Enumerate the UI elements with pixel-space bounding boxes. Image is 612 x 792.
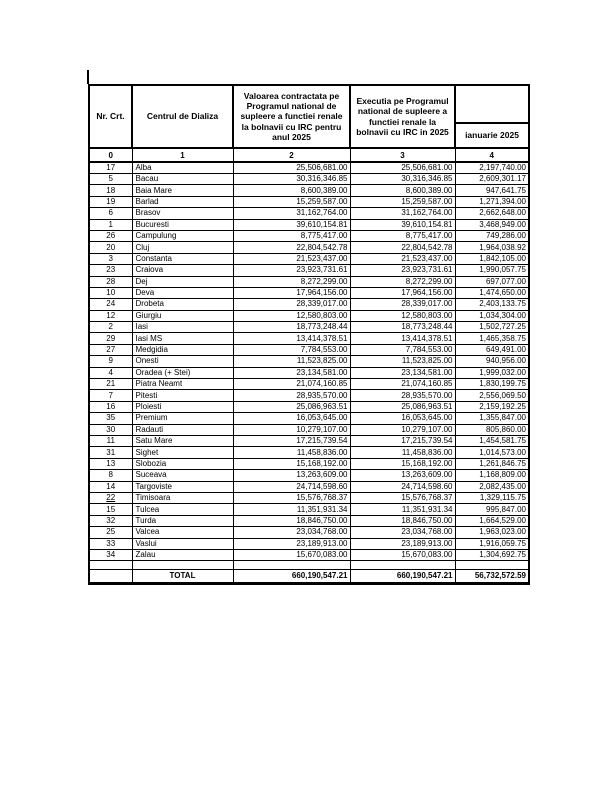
cell-executie-value: 30,316,346.85 [350, 174, 455, 185]
cell-center-name: Zalau [132, 549, 233, 560]
cell-nr-crt: 31 [89, 447, 132, 458]
cell-executie-value: 10,279,107.00 [350, 424, 455, 435]
cell-executie-value: 7,784,553.00 [350, 344, 455, 355]
cell-center-name: Medgidia [132, 344, 233, 355]
cell-nr-crt: 21 [89, 379, 132, 390]
cell-executie-value: 15,259,587.00 [350, 196, 455, 207]
table-row [89, 447, 529, 458]
cell-ianuarie-value: 1,271,394.00 [455, 196, 529, 207]
cell-center-name: Radauti [132, 424, 233, 435]
cell-center-name: Iasi MS [132, 333, 233, 344]
table-row [89, 527, 529, 538]
table-row [89, 356, 529, 367]
table-row [89, 390, 529, 401]
header-valoarea-contractata: Valoarea contractata pe Programul national de supleere a functiei renale la bolnavii cu IRC pentru anul 2025 [233, 85, 350, 148]
table-row [89, 333, 529, 344]
cell-nr-crt: 16 [89, 401, 132, 412]
cell-center-name: Drobeta [132, 299, 233, 310]
cell-ianuarie-value: 940,956.00 [455, 356, 529, 367]
cell-executie-value: 17,964,156.00 [350, 287, 455, 298]
cell-contract-value: 11,523,825.00 [233, 356, 350, 367]
cell-contract-value: 17,964,156.00 [233, 287, 350, 298]
cell-ianuarie-value: 2,082,435.00 [455, 481, 529, 492]
table-row [89, 185, 529, 196]
cell-center-name: Alba [132, 162, 233, 174]
dialysis-centers-table [88, 84, 530, 585]
cell-nr-crt: 7 [89, 390, 132, 401]
cell-nr-crt: 33 [89, 538, 132, 549]
table-body-rows [89, 162, 529, 561]
cell-ianuarie-value: 1,355,847.00 [455, 413, 529, 424]
total-label: TOTAL [132, 570, 233, 584]
cell-center-name: Giurgiu [132, 310, 233, 321]
cell-nr-crt: 10 [89, 287, 132, 298]
table-row [89, 379, 529, 390]
cell-ianuarie-value: 649,491.00 [455, 344, 529, 355]
table-row [89, 208, 529, 219]
cell-executie-value: 18,773,248.44 [350, 322, 455, 333]
table-row [89, 344, 529, 355]
table-header [89, 85, 529, 162]
cell-contract-value: 23,923,731.61 [233, 265, 350, 276]
cell-nr-crt: 26 [89, 230, 132, 241]
cell-ianuarie-value: 2,662,648.00 [455, 208, 529, 219]
cell-ianuarie-value: 1,454,581.75 [455, 435, 529, 446]
cell-center-name: Dej [132, 276, 233, 287]
cell-center-name: Slobozia [132, 458, 233, 469]
cell-contract-value: 28,339,017.00 [233, 299, 350, 310]
cell-center-name: Bucuresti [132, 219, 233, 230]
cell-center-name: Cluj [132, 242, 233, 253]
cell-contract-value: 15,576,768.37 [233, 492, 350, 503]
cell-ianuarie-value: 1,168,809.00 [455, 470, 529, 481]
cell-nr-crt: 19 [89, 196, 132, 207]
cell-executie-value: 11,351,931.34 [350, 504, 455, 515]
header-ianuarie-2025: ianuarie 2025 [455, 123, 529, 148]
cell-center-name: Vaslui [132, 538, 233, 549]
cell-contract-value: 15,259,587.00 [233, 196, 350, 207]
cell-ianuarie-value: 1,329,115.75 [455, 492, 529, 503]
cell-ianuarie-value: 1,465,358.75 [455, 333, 529, 344]
cell-nr-crt: 4 [89, 367, 132, 378]
header-row [89, 85, 529, 123]
cell-nr-crt: 11 [89, 435, 132, 446]
cell-contract-value: 15,168,192.00 [233, 458, 350, 469]
cell-ianuarie-value: 1,964,038.92 [455, 242, 529, 253]
cell-nr-crt: 2 [89, 322, 132, 333]
cell-nr-crt: 13 [89, 458, 132, 469]
cell-contract-value: 28,935,570.00 [233, 390, 350, 401]
cell-center-name: Valcea [132, 527, 233, 538]
total-row [89, 570, 529, 584]
cell-ianuarie-value: 1,830,199.75 [455, 379, 529, 390]
table-row [89, 515, 529, 526]
cell-contract-value: 22,804,542.78 [233, 242, 350, 253]
table-footer [89, 561, 529, 584]
cell-executie-value: 15,670,083.00 [350, 549, 455, 560]
cell-executie-value: 25,086,963.51 [350, 401, 455, 412]
cell-nr-crt: 32 [89, 515, 132, 526]
cell-center-name: Campulung [132, 230, 233, 241]
cell-executie-value: 16,053,645.00 [350, 413, 455, 424]
table-row [89, 276, 529, 287]
index-cell-4: 4 [455, 148, 529, 162]
cell-contract-value: 23,189,913.00 [233, 538, 350, 549]
index-cell-3: 3 [350, 148, 455, 162]
cell-executie-value: 13,263,609.00 [350, 470, 455, 481]
cell-executie-value: 18,846,750.00 [350, 515, 455, 526]
cell-executie-value: 39,610,154.81 [350, 219, 455, 230]
table-row [89, 265, 529, 276]
cell-ianuarie-value: 1,502,727.25 [455, 322, 529, 333]
cell-executie-value: 25,506,681.00 [350, 162, 455, 174]
cell-nr-crt: 27 [89, 344, 132, 355]
cell-center-name: Satu Mare [132, 435, 233, 446]
table-row [89, 322, 529, 333]
cell-center-name: Barlad [132, 196, 233, 207]
cell-executie-value: 11,523,825.00 [350, 356, 455, 367]
spacer-cell [455, 561, 529, 570]
table-row [89, 299, 529, 310]
cell-nr-crt: 5 [89, 174, 132, 185]
cell-ianuarie-value: 1,304,692.75 [455, 549, 529, 560]
total-ianuarie-value: 56,732,572.59 [455, 570, 529, 584]
cell-contract-value: 21,523,437.00 [233, 253, 350, 264]
cell-center-name: Pitesti [132, 390, 233, 401]
cell-nr-crt: 25 [89, 527, 132, 538]
cell-contract-value: 25,506,681.00 [233, 162, 350, 174]
cell-executie-value: 11,458,836.00 [350, 447, 455, 458]
cell-contract-value: 25,086,963.51 [233, 401, 350, 412]
cell-center-name: Brasov [132, 208, 233, 219]
table-row [89, 492, 529, 503]
cell-contract-value: 21,074,160.85 [233, 379, 350, 390]
cell-executie-value: 8,775,417.00 [350, 230, 455, 241]
cell-contract-value: 23,134,581.00 [233, 367, 350, 378]
cell-ianuarie-value: 2,556,069.50 [455, 390, 529, 401]
cell-executie-value: 23,189,913.00 [350, 538, 455, 549]
cell-executie-value: 17,215,739.54 [350, 435, 455, 446]
cell-nr-crt: 29 [89, 333, 132, 344]
table-row [89, 253, 529, 264]
cell-center-name: Suceava [132, 470, 233, 481]
cell-ianuarie-value: 947,641.75 [455, 185, 529, 196]
cell-executie-value: 22,804,542.78 [350, 242, 455, 253]
cell-contract-value: 17,215,739.54 [233, 435, 350, 446]
cell-ianuarie-value: 2,403,133.75 [455, 299, 529, 310]
cell-ianuarie-value: 805,860.00 [455, 424, 529, 435]
table-row [89, 470, 529, 481]
spacer-row [89, 561, 529, 570]
cell-contract-value: 18,846,750.00 [233, 515, 350, 526]
cell-contract-value: 11,458,836.00 [233, 447, 350, 458]
cell-executie-value: 23,034,768.00 [350, 527, 455, 538]
cell-contract-value: 15,670,083.00 [233, 549, 350, 560]
cell-nr-crt: 9 [89, 356, 132, 367]
cell-contract-value: 8,600,389.00 [233, 185, 350, 196]
cell-nr-crt: 14 [89, 481, 132, 492]
cell-center-name: Iasi [132, 322, 233, 333]
table-row [89, 481, 529, 492]
cell-center-name: Tulcea [132, 504, 233, 515]
cell-contract-value: 12,580,803.00 [233, 310, 350, 321]
cell-ianuarie-value: 1,664,529.00 [455, 515, 529, 526]
cell-ianuarie-value: 3,468,949.00 [455, 219, 529, 230]
column-index-row [89, 148, 529, 162]
cell-center-name: Craiova [132, 265, 233, 276]
table-row [89, 242, 529, 253]
cell-executie-value: 12,580,803.00 [350, 310, 455, 321]
cell-contract-value: 30,316,346.85 [233, 174, 350, 185]
cell-contract-value: 23,034,768.00 [233, 527, 350, 538]
cell-executie-value: 23,923,731.61 [350, 265, 455, 276]
cell-ianuarie-value: 2,197,740.00 [455, 162, 529, 174]
spacer-cell [132, 561, 233, 570]
table-row [89, 538, 529, 549]
cell-center-name: Baia Mare [132, 185, 233, 196]
cell-executie-value: 24,714,598.60 [350, 481, 455, 492]
cell-center-name: Premium [132, 413, 233, 424]
cell-nr-crt: 15 [89, 504, 132, 515]
table-row [89, 162, 529, 174]
cell-contract-value: 13,414,378.51 [233, 333, 350, 344]
cell-contract-value: 8,775,417.00 [233, 230, 350, 241]
index-cell-0: 0 [89, 148, 132, 162]
cell-ianuarie-value: 1,014,573.00 [455, 447, 529, 458]
table-row [89, 504, 529, 515]
cell-executie-value: 23,134,581.00 [350, 367, 455, 378]
cell-ianuarie-value: 1,474,650.00 [455, 287, 529, 298]
cell-center-name: Sighet [132, 447, 233, 458]
table-row [89, 424, 529, 435]
cell-ianuarie-value: 1,999,032.00 [455, 367, 529, 378]
cell-ianuarie-value: 2,609,301.17 [455, 174, 529, 185]
cell-center-name: Ploiesti [132, 401, 233, 412]
cell-contract-value: 31,162,764.00 [233, 208, 350, 219]
cell-nr-crt: 22 [89, 492, 132, 503]
header-executia: Executia pe Programul national de supleere a functiei renale la bolnavii cu IRC in 2025 [350, 85, 455, 148]
cell-ianuarie-value: 749,286.00 [455, 230, 529, 241]
cell-nr-crt: 12 [89, 310, 132, 321]
cell-nr-crt: 17 [89, 162, 132, 174]
page-crop-tick [87, 70, 89, 84]
cell-ianuarie-value: 995,847.00 [455, 504, 529, 515]
cell-nr-crt: 30 [89, 424, 132, 435]
table-row [89, 401, 529, 412]
cell-contract-value: 8,272,299.00 [233, 276, 350, 287]
cell-nr-crt: 1 [89, 219, 132, 230]
cell-executie-value: 21,074,160.85 [350, 379, 455, 390]
cell-executie-value: 31,162,764.00 [350, 208, 455, 219]
header-centrul-dializa: Centrul de Dializa [132, 85, 233, 148]
index-cell-1: 1 [132, 148, 233, 162]
cell-executie-value: 28,339,017.00 [350, 299, 455, 310]
cell-ianuarie-value: 2,159,192.25 [455, 401, 529, 412]
cell-center-name: Timisoara [132, 492, 233, 503]
cell-center-name: Oradea (+ Stei) [132, 367, 233, 378]
cell-ianuarie-value: 1,916,059.75 [455, 538, 529, 549]
index-cell-2: 2 [233, 148, 350, 162]
cell-ianuarie-value: 697,077.00 [455, 276, 529, 287]
spacer-cell [350, 561, 455, 570]
cell-executie-value: 28,935,570.00 [350, 390, 455, 401]
header-nr-crt: Nr. Crt. [89, 85, 132, 148]
table-row [89, 367, 529, 378]
table-row [89, 458, 529, 469]
table-row [89, 310, 529, 321]
cell-ianuarie-value: 1,963,023.00 [455, 527, 529, 538]
cell-ianuarie-value: 1,034,304.00 [455, 310, 529, 321]
total-empty-cell [89, 570, 132, 584]
table-row [89, 435, 529, 446]
table-row [89, 196, 529, 207]
cell-ianuarie-value: 1,261,846.75 [455, 458, 529, 469]
table-row [89, 230, 529, 241]
cell-executie-value: 15,168,192.00 [350, 458, 455, 469]
cell-center-name: Targoviste [132, 481, 233, 492]
cell-center-name: Onesti [132, 356, 233, 367]
cell-ianuarie-value: 1,990,057.75 [455, 265, 529, 276]
table-row [89, 413, 529, 424]
cell-contract-value: 24,714,598.60 [233, 481, 350, 492]
cell-nr-crt: 28 [89, 276, 132, 287]
cell-contract-value: 39,610,154.81 [233, 219, 350, 230]
cell-center-name: Piatra Neamt [132, 379, 233, 390]
cell-nr-crt: 6 [89, 208, 132, 219]
spacer-cell [89, 561, 132, 570]
cell-nr-crt: 23 [89, 265, 132, 276]
cell-nr-crt: 8 [89, 470, 132, 481]
spacer-cell [233, 561, 350, 570]
cell-center-name: Turda [132, 515, 233, 526]
cell-nr-crt: 24 [89, 299, 132, 310]
cell-executie-value: 15,576,768.37 [350, 492, 455, 503]
total-executie-value: 660,190,547.21 [350, 570, 455, 584]
cell-contract-value: 16,053,645.00 [233, 413, 350, 424]
table-row [89, 287, 529, 298]
total-contract-value: 660,190,547.21 [233, 570, 350, 584]
cell-contract-value: 10,279,107.00 [233, 424, 350, 435]
cell-contract-value: 18,773,248.44 [233, 322, 350, 333]
cell-contract-value: 11,351,931.34 [233, 504, 350, 515]
cell-center-name: Bacau [132, 174, 233, 185]
cell-ianuarie-value: 1,842,105.00 [455, 253, 529, 264]
cell-nr-crt: 20 [89, 242, 132, 253]
cell-center-name: Constanta [132, 253, 233, 264]
cell-nr-crt: 35 [89, 413, 132, 424]
cell-nr-crt: 3 [89, 253, 132, 264]
cell-contract-value: 13,263,609.00 [233, 470, 350, 481]
table-row [89, 174, 529, 185]
cell-center-name: Deva [132, 287, 233, 298]
cell-executie-value: 8,272,299.00 [350, 276, 455, 287]
table-row [89, 549, 529, 560]
cell-nr-crt: 18 [89, 185, 132, 196]
cell-contract-value: 7,784,553.00 [233, 344, 350, 355]
cell-executie-value: 21,523,437.00 [350, 253, 455, 264]
cell-executie-value: 8,600,389.00 [350, 185, 455, 196]
header-empty-cell [455, 85, 529, 123]
cell-nr-crt: 34 [89, 549, 132, 560]
cell-executie-value: 13,414,378.51 [350, 333, 455, 344]
table-row [89, 219, 529, 230]
